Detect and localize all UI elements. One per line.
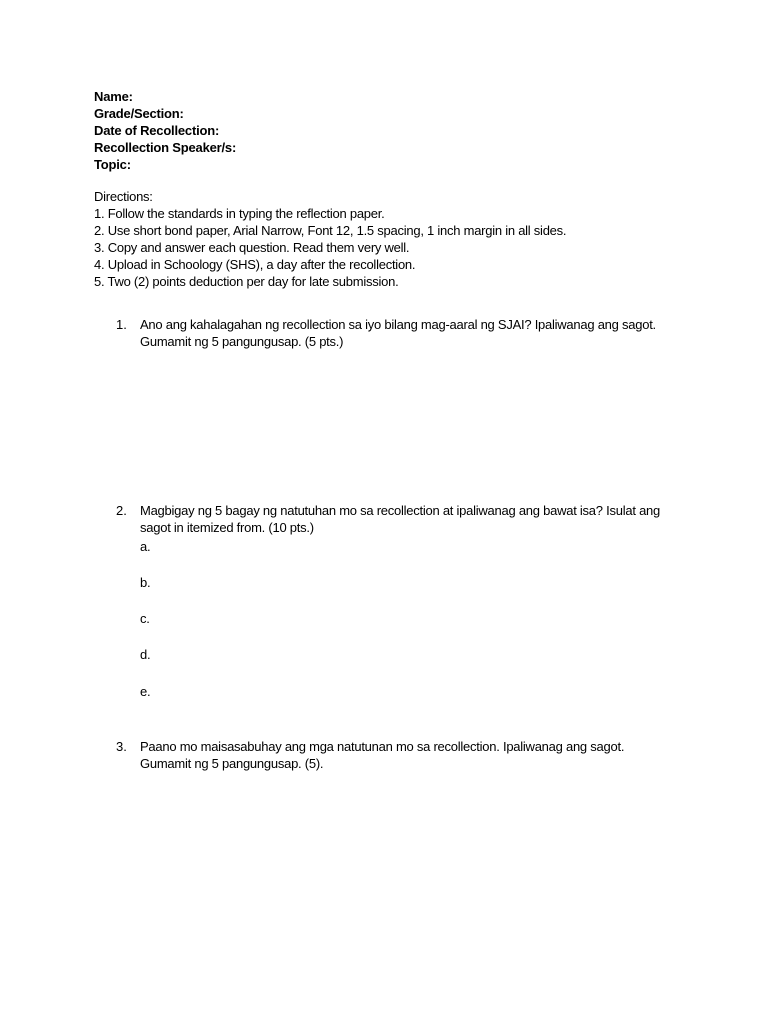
direction-item: 1. Follow the standards in typing the reflection paper.	[94, 206, 385, 221]
question-text	[140, 502, 680, 536]
date-of-recollection-label: Date of Recollection:	[94, 123, 220, 138]
question-line: Gumamit ng 5 pangungusap. (5).	[140, 756, 324, 771]
student-info-header	[94, 88, 236, 173]
question-line: sagot in itemized from. (10 pts.)	[140, 520, 314, 535]
answer-item-e: e.	[140, 684, 151, 699]
answer-item-b: b.	[140, 575, 151, 590]
answer-item-d: d.	[140, 647, 151, 662]
direction-item: 4. Upload in Schoology (SHS), a day after the recollection.	[94, 257, 416, 272]
question-text	[140, 316, 680, 350]
name-label: Name:	[94, 89, 133, 104]
direction-item: 2. Use short bond paper, Arial Narrow, Font 12, 1.5 spacing, 1 inch margin in all sides.	[94, 223, 567, 238]
question-number: 2.	[116, 503, 127, 518]
question-line: Paano mo maisasabuhay ang mga natutunan mo sa recollection. Ipaliwanag ang sagot.	[140, 739, 625, 754]
recollection-speaker-label: Recollection Speaker/s:	[94, 140, 237, 155]
directions-section	[94, 188, 566, 290]
question-line: Ano ang kahalagahan ng recollection sa iyo bilang mag-aaral ng SJAI? Ipaliwanag ang sagot.	[140, 317, 656, 332]
direction-item: 5. Two (2) points deduction per day for late submission.	[94, 274, 399, 289]
directions-title: Directions:	[94, 189, 153, 204]
answer-item-a: a.	[140, 539, 151, 554]
grade-section-label: Grade/Section:	[94, 106, 184, 121]
question-text	[140, 738, 680, 772]
direction-item: 3. Copy and answer each question. Read them very well.	[94, 240, 410, 255]
question-number: 1.	[116, 317, 127, 332]
question-line: Magbigay ng 5 bagay ng natutuhan mo sa recollection at ipaliwanag ang bawat isa? Isulat ang	[140, 503, 661, 518]
question-line: Gumamit ng 5 pangungusap. (5 pts.)	[140, 334, 344, 349]
topic-label: Topic:	[94, 157, 131, 172]
answer-item-c: c.	[140, 611, 150, 626]
question-number: 3.	[116, 739, 127, 754]
